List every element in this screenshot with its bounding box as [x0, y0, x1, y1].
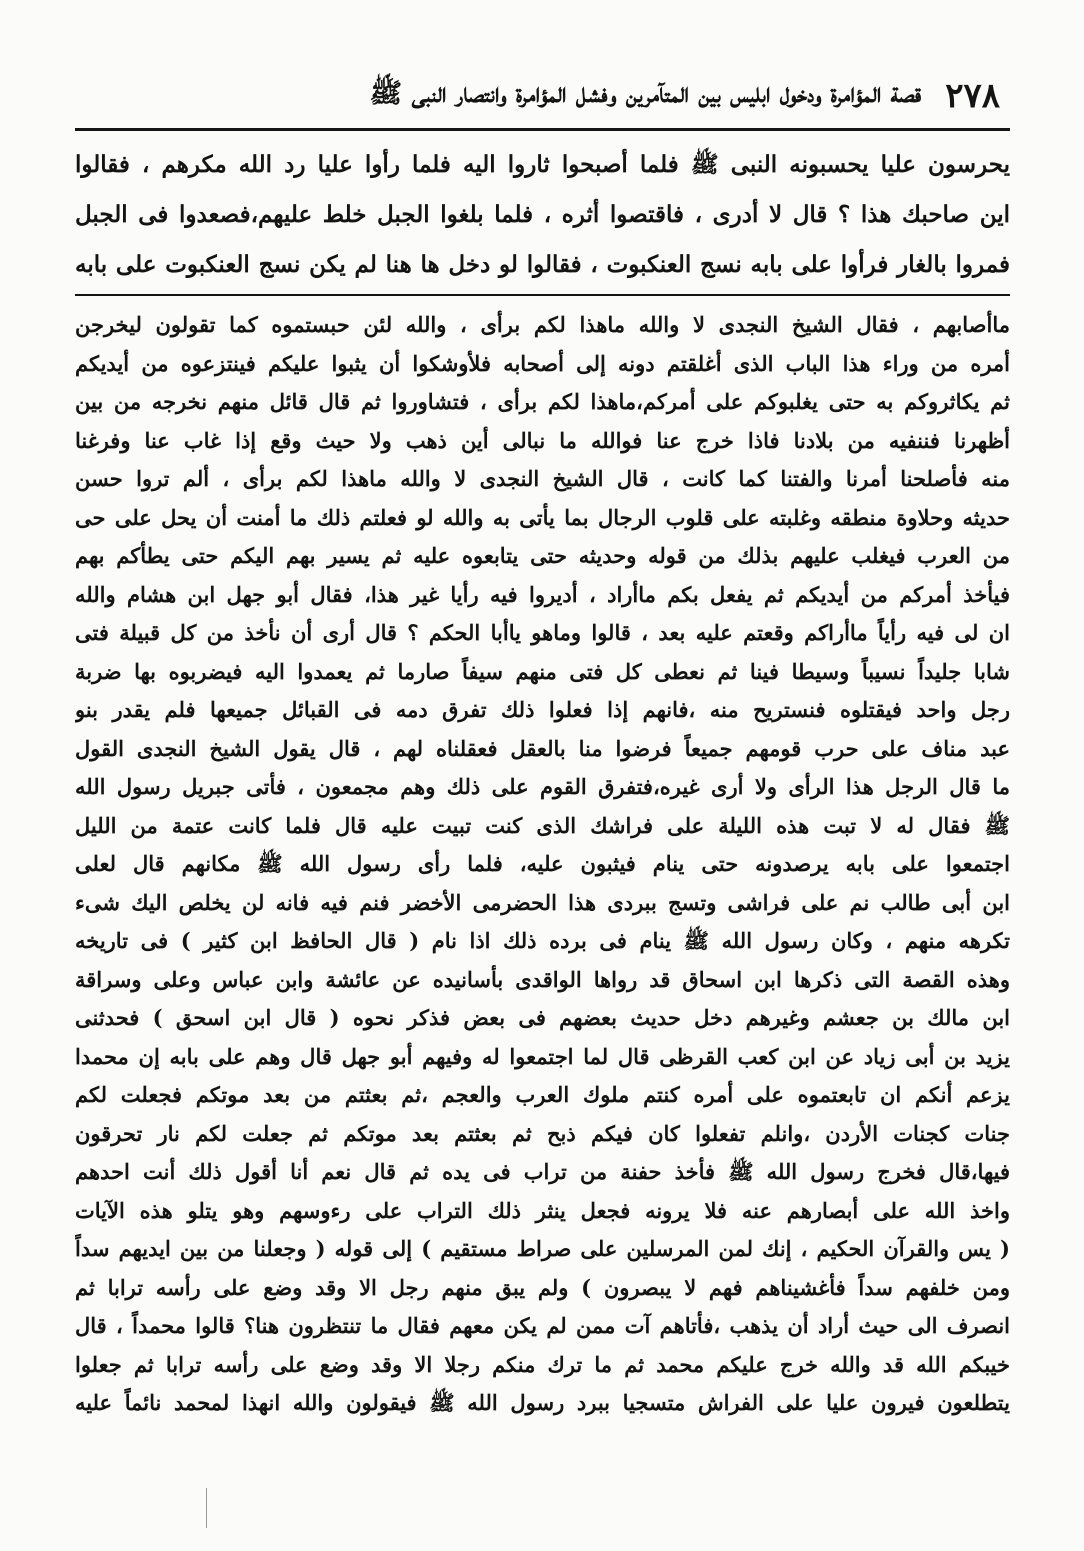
- chapter-title: قصة المؤامرة ودخول ابليس بين المتآمرين وفشل المؤامرة وانتصار النبى ﷺ: [369, 78, 922, 109]
- text-line: عبد مناف على حرب قومهم جميعاً فرضوا منا بالعقل فعقلناه لهم ، قال يقول الشيخ النجدى القول: [75, 735, 1010, 761]
- main-text-block: [75, 306, 1010, 1423]
- text-line: ابن مالك بن جعشم وغيرهم دخل حديث بعضهم فى بعض فذكر نحوه ( قال ابن اسحق ) فحدثنى: [75, 1005, 1010, 1030]
- running-head: [80, 68, 1000, 124]
- top-text-block: [75, 140, 1010, 290]
- text-line: ان لى فيه رأياً ماأراكم وقعتم عليه بعد ، قالوا وماهو ياأبا الحكم ؟ قال أرى أن نأخذ من كل قبيلة فتى: [75, 620, 1010, 645]
- text-line: ما قال الرجل هذا الرأى ولا أرى غيره،فتفرق القوم على ذلك وهم مجمعون ، فأتى جبريل رسول الله: [75, 774, 1010, 799]
- text-line: أمره من وراء هذا الباب الذى أغلقتم دونه إلى أصحابه فلأوشكوا أن يثبوا عليكم فينتزعوه من أيديكم: [75, 350, 1010, 376]
- text-line: وهذه القصة التى ذكرها ابن اسحاق قد رواها الواقدى بأسانيده عن عائشة وابن عباس وعلى وسراقة: [75, 966, 1010, 992]
- text-line: يتطلعون فيرون عليا على الفراش متسجيا ببرد رسول الله ﷺ فيقولون والله انهذا لمحمد نائماً عليه: [75, 1390, 1010, 1415]
- text-line: فمروا بالغار فرأوا على بابه نسج العنكبوت ، فقالوا لو دخل ها هنا لم يكن نسج العنكبوت على بابه: [75, 251, 1010, 278]
- text-line: ماأصابهم ، فقال الشيخ النجدى لا والله ماهذا لكم برأى ، والله لئن حبستموه كما تقولون ليخرجن: [75, 312, 1010, 337]
- text-line: انصرف الى حيث أراد أن يذهب ،فأتاهم آت ممن لم يكن معهم فقال ما تنتظرون هنا؟ قالوا محمداً ، قال: [75, 1313, 1010, 1338]
- text-line: جنات كجنات الأردن ،وانلم تفعلوا كان فيكم ذبح ثم بعثتم بعد موتكم ثم جعلت لكم نار تحرقون: [75, 1120, 1010, 1146]
- text-line: فيها،قال فخرج رسول الله ﷺ فأخذ حفنة من تراب فى يده ثم قال نعم أنا أقول ذلك أنت احدهم: [75, 1159, 1010, 1184]
- text-line: ﷺ فقال له لا تبت هذه الليلة على فراشك الذى كنت تبيت عليه قال فلما كانت عتمة من الليل: [75, 812, 1010, 838]
- page-number: ٢٧٨: [945, 76, 1000, 116]
- text-line: اين صاحبك هذا ؟ قال لا أدرى ، فاقتصوا أثره ، فلما بلغوا الجبل خلط عليهم،فصعدوا فى الجبل: [75, 201, 1010, 228]
- text-line: ( يس والقرآن الحكيم ، إنك لمن المرسلين على صراط مستقيم ) إلى قوله ( وجعلنا من بين ايديهم سداً: [75, 1236, 1010, 1261]
- scan-margin-mark: [206, 1488, 207, 1528]
- text-line: أظهرنا فننفيه من بلادنا فاذا خرج عنا فوالله ما نبالى أين ذهب ولا حيث وقع إذا غاب عنا وفرغنا: [75, 427, 1010, 453]
- text-line: اجتمعوا على بابه يرصدونه حتى ينام فيثبون عليه، فلما رأى رسول الله ﷺ مكانهم قال لعلى: [75, 851, 1010, 876]
- section-divider-rule: [75, 294, 1010, 296]
- text-line: منه فأصلحنا أمرنا والفتنا كما كانت ، قال الشيخ النجدى لا والله ماهذا لكم برأى ، ألم تروا حسن: [75, 466, 1010, 491]
- text-line: حديثه وحلاوة منطقه وغلبته على قلوب الرجال بما يأتى به والله لو فعلتم ذلك ما أمنت أن يحل على حى: [75, 504, 1010, 530]
- text-line: يزعم أنكم ان تابعتموه على أمره كنتم ملوك العرب والعجم ،ثم بعثتم من بعد موتكم فجعلت لكم: [75, 1082, 1010, 1107]
- text-line: يحرسون عليا يحسبونه النبى ﷺ فلما أصبحوا ثاروا اليه فلما رأوا عليا رد الله مكرهم ، فقالوا: [75, 151, 1010, 178]
- text-line: شابا جليداً نسيباً وسيطا فينا ثم نعطى كل فتى منهم سيفاً صارما ثم يعمدوا اليه فيضربوه بها ضربة: [75, 658, 1010, 684]
- text-line: تكرهه منهم ، وكان رسول الله ﷺ ينام فى برده ذلك اذا نام ( قال الحافظ ابن كثير ) فى تاريخه: [75, 928, 1010, 953]
- text-line: رجل واحد فيقتلوه فنستريح منه ،فانهم إذا فعلوا ذلك تفرق دمه فى القبائل جميعها فلم يقدر بنو: [75, 697, 1010, 722]
- text-line: يزيد بن أبى زياد عن ابن كعب القرظى قال لما اجتمعوا له وفيهم أبو جهل قال وهم على بابه إن محمدا: [75, 1043, 1010, 1069]
- text-line: من العرب فيغلب عليهم بذلك من قوله وحديثه حتى يتابعوه عليه ثم يسير بهم اليكم حتى يطأكم بهم: [75, 543, 1010, 568]
- text-line: ومن خلفهم سداً فأغشيناهم فهم لا يبصرون ) ولم يبق منهم رجل الا وقد وضع على رأسه ترابا ثم: [75, 1274, 1010, 1300]
- text-line: واخذ الله على أبصارهم عنه فلا يرونه فجعل ينثر ذلك التراب على رءوسهم وهو يتلو هذه الآيات: [75, 1197, 1010, 1223]
- text-line: فيأخذ أمركم من أيديكم ثم يفعل بكم ماأراد ، أديروا فيه رأيا غير هذا، فقال أبو جهل ابن هشام والله: [75, 581, 1010, 607]
- header-rule: [75, 128, 1010, 131]
- text-line: خيبكم الله قد والله خرج عليكم محمد ثم ما ترك منكم رجلا الا وقد وضع على رأسه ترابا ثم جعلوا: [75, 1351, 1010, 1377]
- text-line: ابن أبى طالب نم على فراشى وتسج ببردى هذا الحضرمى الأخضر فنم فيه فانه لن يخلص اليك شىء: [75, 889, 1010, 915]
- text-line: ثم يكاثروكم به حتى يغلبوكم على أمركم،ماهذا لكم برأى ، فتشاوروا ثم قال قائل منهم نخرجه من بين: [75, 389, 1010, 414]
